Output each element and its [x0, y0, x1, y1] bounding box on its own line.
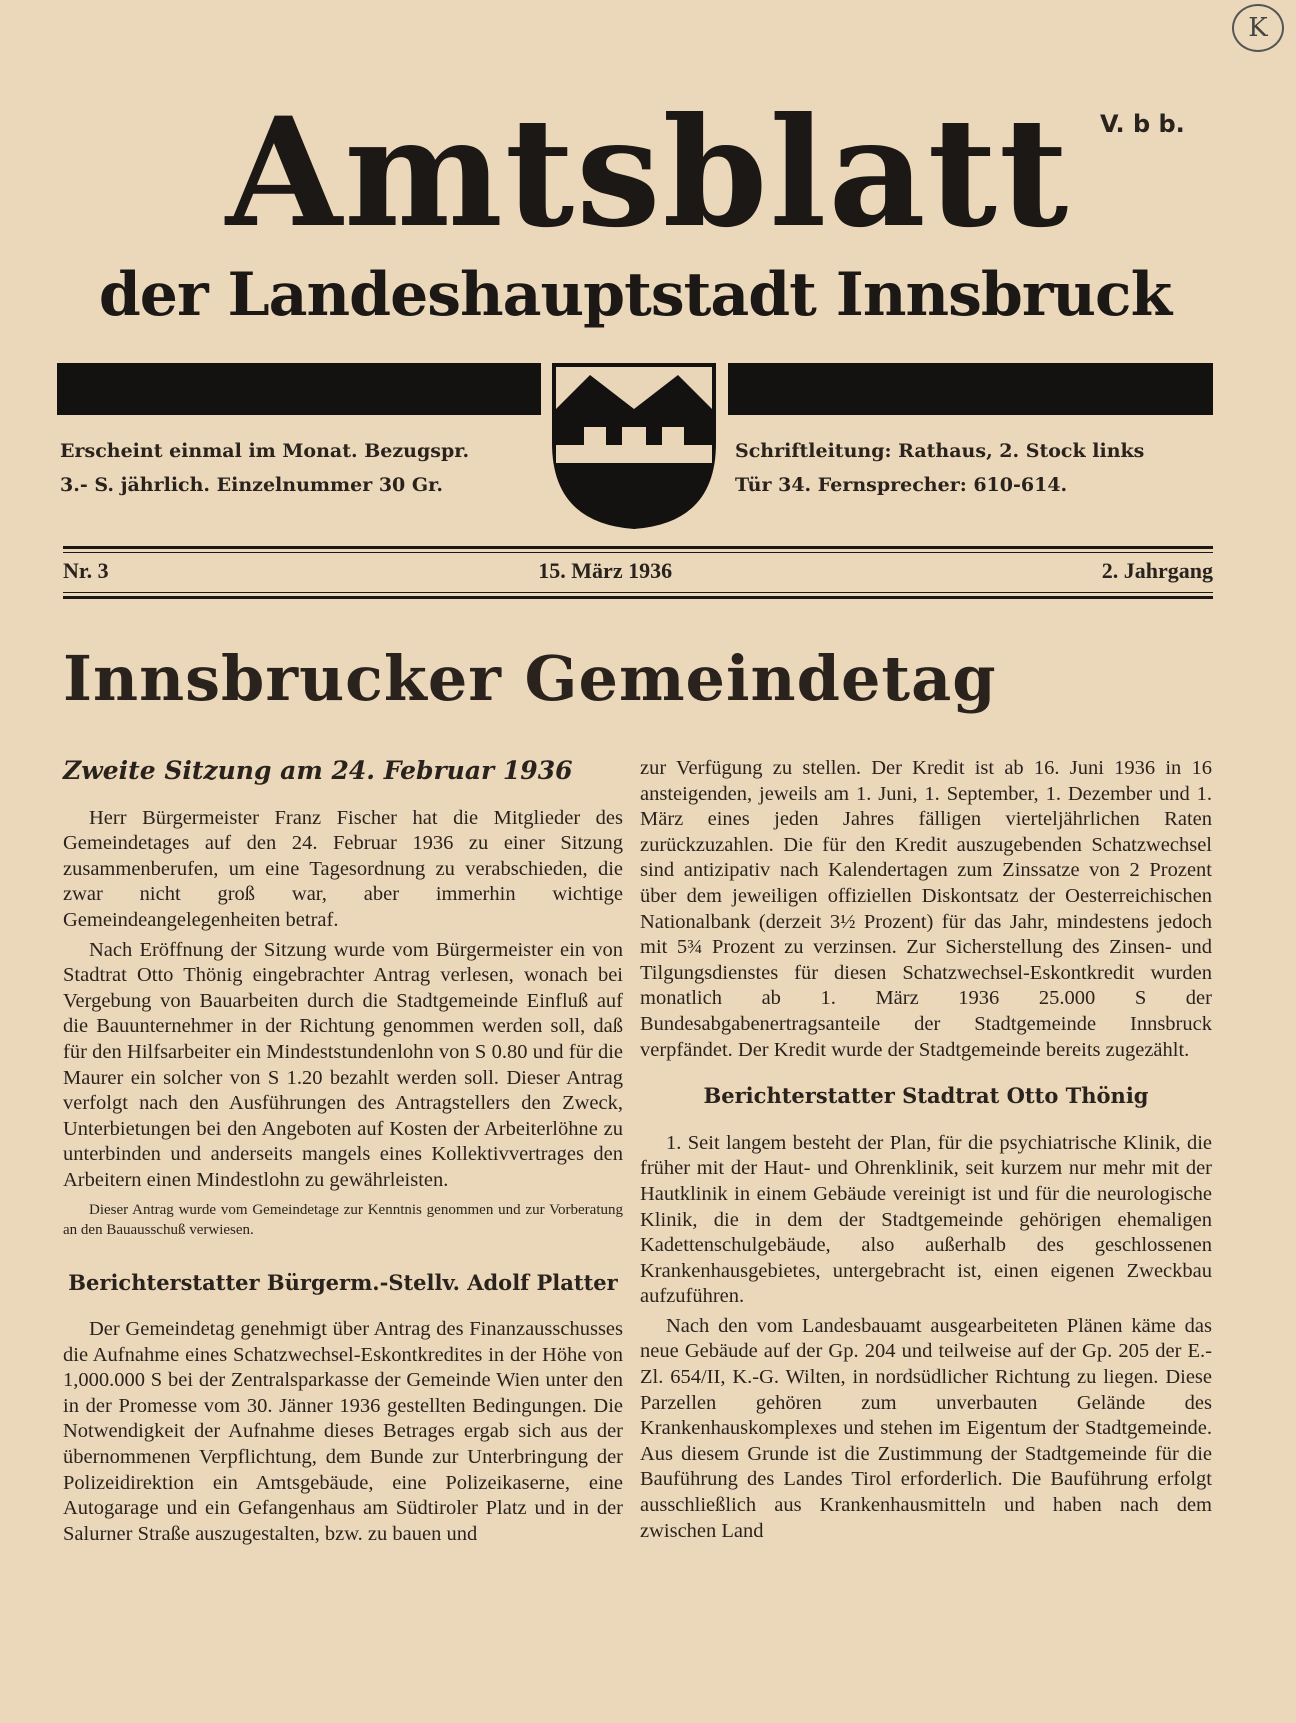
- section-heading: Berichterstatter Stadtrat Otto Thönig: [703, 1083, 1149, 1109]
- coat-of-arms-shield: [550, 363, 718, 531]
- paragraph: Der Gemeindetag genehmigt über Antrag des Finanzausschusses die Aufnahme eines Schatzwechsel-Eskontkredites in der Höhe von 1,000.000 S bei der Zentralsparkasse der Gemeinde Wien unter den in der Promesse vom 30. Jänner 1936 gestellten Bedingungen. Die Notwendigkeit der Aufnahme dieses Betrages ergab sich aus der übernommenen Verpflichtung, dem Bunde zur Unterbringung der Polizeidirektion ein Amtsgebäude, eine Polizeikaserne, eine Autogarage und ein Gefangenhaus am Südtiroler Platz und in der Salurner Straße auszugestalten, bzw. zu bauen und: [63, 1318, 623, 1545]
- issue-date: 15. März 1936: [538, 558, 673, 583]
- info-line: Erscheint einmal im Monat. Bezugspr.: [60, 440, 470, 462]
- note: Dieser Antrag wurde vom Gemeindetage zur Kenntnis genommen und zur Vorberatung an den Bauausschuß verwiesen.: [63, 1201, 623, 1238]
- masthead-subtitle: der Landeshauptstadt Innsbruck: [98, 260, 1172, 330]
- subscription-info: [60, 434, 538, 502]
- corner-mark: K: [1232, 4, 1284, 52]
- paragraph: Herr Bürgermeister Franz Fischer hat die Mitglieder des Gemeindetages auf den 24. Februar 1936 zu einer Sitzung zusammenberufen, um eine Tagesordnung zu verabschieden, die zwar nicht groß war, aber immerhin wichtige Gemeindeangelegenheiten betraf.: [63, 806, 623, 931]
- article-headline: Innsbrucker Gemeindetag: [63, 642, 997, 715]
- masthead-title: Amtsblatt: [225, 85, 1071, 261]
- rule: [63, 592, 1213, 593]
- column-left: [63, 758, 623, 1547]
- paragraph: 1. Seit langem besteht der Plan, für die psychiatrische Klinik, die früher mit der Haut- und Ohrenklinik, seit kurzem nur mehr mit der Hautklinik in einem Gebäude vereinigt ist und für die neurologische Klinik, die in dem der Stadtgemeinde gehörigen ehemaligen Kadettenschulgebäude, also außerhalb des geschlossenen Krankenhausgebietes, untergebracht ist, einen eigenen Zweckbau aufzuführen.: [640, 1131, 1212, 1308]
- rule: [63, 552, 1213, 553]
- editorial-info: [735, 434, 1213, 502]
- info-line: Tür 34. Fernsprecher: 610-614.: [735, 474, 1068, 496]
- masthead-bar-right: [728, 363, 1213, 415]
- section-heading: Berichterstatter Bürgerm.-Stellv. Adolf Platter: [68, 1269, 618, 1295]
- info-line: 3.- S. jährlich. Einzelnummer 30 Gr.: [60, 474, 443, 496]
- issue-volume: 2. Jahrgang: [1101, 558, 1213, 583]
- paragraph: zur Verfügung zu stellen. Der Kredit ist ab 16. Juni 1936 in 16 ansteigenden, jeweils am 1. Juni, 1. September, 1. Dezember und 1. März eines jeden Jahres fälligen vierteljährlichen Raten zurückzuzahlen. Die für den Kredit auszugebenden Schatzwechsel sind antizipativ nach Kalendertagen zum Zinssatze von 2 Prozent über dem jeweiligen offiziellen Diskontsatz der Oesterreichischen Nationalbank (derzeit 3½ Prozent) für das Jahr, mindestens jedoch mit 5¾ Prozent zu verzinsen. Zur Sicherstellung des Zinsen- und Tilgungsdienstes für diesen Schatzwechsel-Eskontkredit wurden monatlich ab 1. März 1936 25.000 S der Bundesabgabenertragsanteile der Stadtgemeinde Innsbruck verpfändet. Der Kredit wurde der Stadtgemeinde bereits zugezählt.: [640, 757, 1212, 1061]
- issue-line: [63, 558, 1213, 584]
- issue-number: Nr. 3: [63, 558, 109, 583]
- column-right: [640, 756, 1212, 1544]
- info-line: Schriftleitung: Rathaus, 2. Stock links: [735, 440, 1145, 462]
- postal-code: V. b b.: [1100, 110, 1185, 138]
- paragraph: Nach Eröffnung der Sitzung wurde vom Bürgermeister ein von Stadtrat Otto Thönig eingebrachter Antrag verlesen, wonach bei Vergebung von Bauarbeiten durch die Stadtgemeinde Einfluß auf die Bauunternehmer in der Richtung genommen werden soll, daß für den Hilfsarbeiter ein Mindeststundenlohn von S 0.80 und für die Maurer ein solcher von S 1.20 bezahlt werden soll. Dieser Antrag verfolgt nach den Ausführungen des Antragstellers den Zweck, Unterbietungen bei den Angeboten auf Kosten der Arbeiterlöhne zu unterbinden und anderseits mangels eines Kollektivvertrages den Arbeitern einen Mindestlohn zu gewährleisten.: [63, 938, 623, 1191]
- article-subhead: Zweite Sitzung am 24. Februar 1936: [63, 756, 573, 785]
- rule: [63, 596, 1213, 599]
- paragraph: Nach den vom Landesbauamt ausgearbeiteten Plänen käme das neue Gebäude auf der Gp. 204 und teilweise auf der Gp. 205 der E.-Zl. 654/II, K.-G. Wilten, in nordsüdlicher Richtung zu liegen. Diese Parzellen gehören zum unverbauten Gelände des Krankenhauskomplexes und stehen im Eigentum der Stadtgemeinde. Aus diesem Grunde ist die Zustimmung der Stadtgemeinde für die Bauführung des Landes Tirol erforderlich. Die Bauführung erfolgt ausschließlich aus Krankenhausmitteln und haben nach dem zwischen Land: [640, 1314, 1212, 1542]
- rule: [63, 546, 1213, 549]
- masthead-bar-left: [57, 363, 541, 415]
